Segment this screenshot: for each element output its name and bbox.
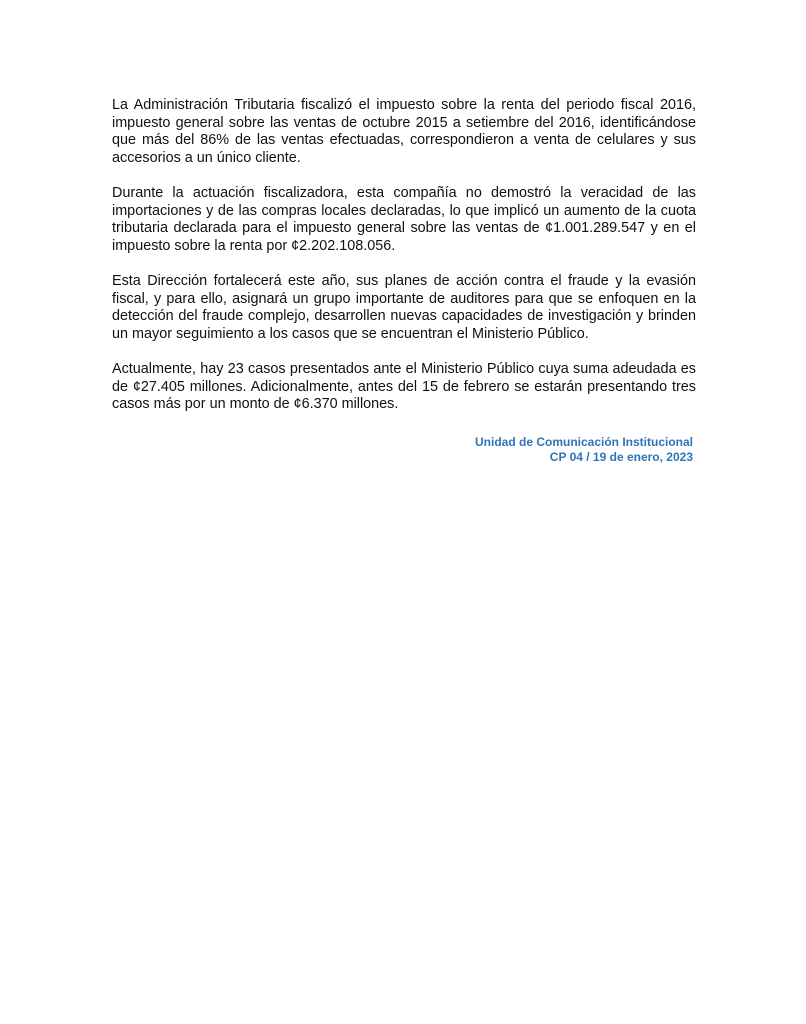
signature-reference: CP 04 / 19 de enero, 2023 xyxy=(549,449,693,464)
paragraph-current-cases: Actualmente, hay 23 casos presentados ante el Ministerio Público cuya suma adeudada es de ¢27.405 millones. Adicionalmente, antes del 15 de febrero se estarán presentando tres casos más por un monto de ¢6.370 millones. xyxy=(112,360,696,413)
paragraph-audit-findings: Durante la actuación fiscalizadora, esta compañía no demostró la veracidad de las importaciones y de las compras locales declaradas, lo que implicó un aumento de la cuota tributaria declarada para el impuesto general sobre las ventas de ¢1.001.289.547 y en el impuesto sobre la renta por ¢2.202.108.056. xyxy=(112,184,696,254)
signature-unit: Unidad de Comunicación Institucional xyxy=(474,435,693,449)
document-body xyxy=(112,97,696,431)
paragraph-audit-summary: La Administración Tributaria fiscalizó el impuesto sobre la renta del periodo fiscal 2016, impuesto general sobre las ventas de octubre 2015 a setiembre del 2016, identificándose que más del 86% de las ventas efectuadas, correspondieron a venta de celulares y sus accesorios a un único cliente. xyxy=(112,97,696,166)
signature-block xyxy=(475,435,693,464)
paragraph-action-plan: Esta Dirección fortalecerá este año, sus planes de acción contra el fraude y la evasión fiscal, y para ello, asignará un grupo importante de auditores para que se enfoquen en la detección del fraude complejo, desarrollen nuevas capacidades de investigación y brinden un mayor seguimiento a los casos que se encuentran el Ministerio Público. xyxy=(112,272,696,342)
